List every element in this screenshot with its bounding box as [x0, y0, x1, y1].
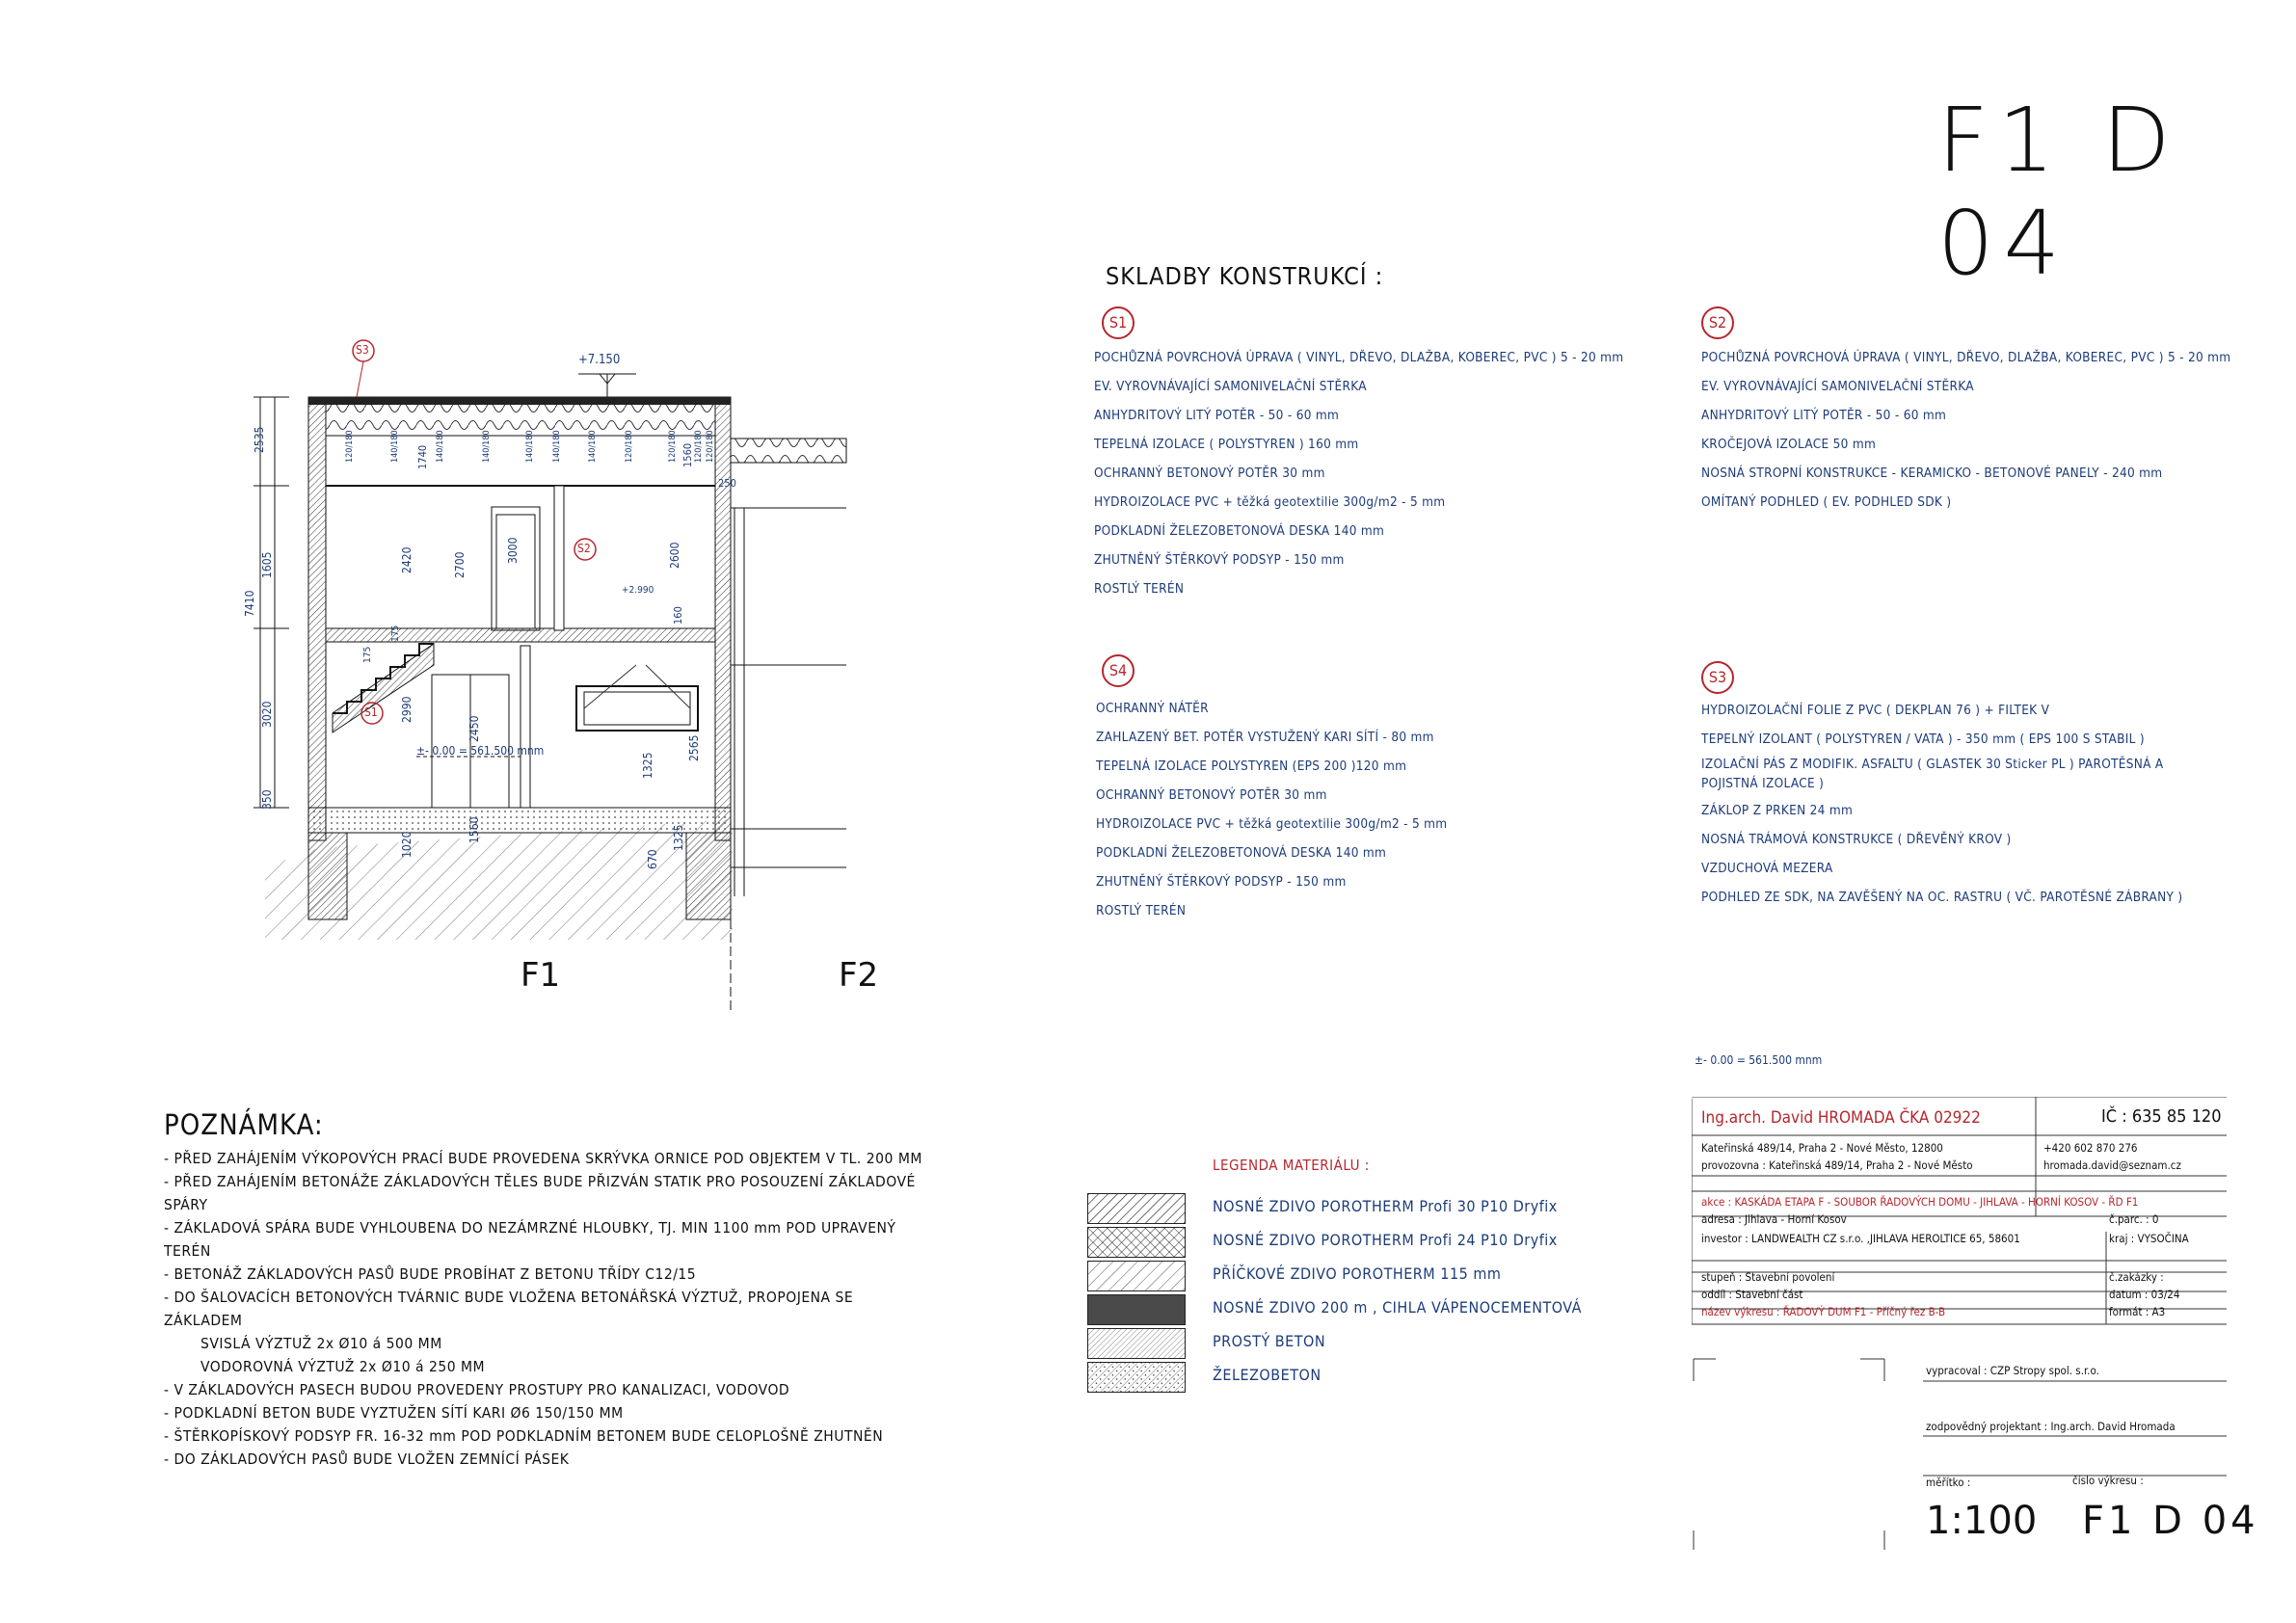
skladby-title: SKLADBY KONSTRUKCÍ :: [1106, 262, 1384, 290]
s3-layer: IZOLAČNÍ PÁS Z MODIFIK. ASFALTU ( GLASTEK 30 Sticker PL ) PAROTĚSNÁ A: [1701, 757, 2164, 772]
dim-roof-10: 120/180: [694, 430, 704, 463]
dim-inner-3: 2600: [668, 542, 681, 569]
tb-meritko-label: měřítko :: [1926, 1476, 1971, 1489]
s4-layer: OCHRANNÝ BETONOVÝ POTĚR 30 mm: [1096, 787, 1327, 803]
s1-layer: PODKLADNÍ ŽELEZOBETONOVÁ DESKA 140 mm: [1094, 523, 1385, 539]
label-f1: F1: [521, 956, 561, 995]
s4-layer: ZHUTNĚNÝ ŠTĚRKOVÝ PODSYP - 150 mm: [1096, 874, 1347, 890]
roof-slab: [308, 397, 731, 405]
s4-layer: OCHRANNÝ NÁTĚR: [1096, 701, 1209, 716]
note-line: VODOROVNÁ VÝZTUŽ 2x Ø10 á 250 MM: [200, 1358, 486, 1375]
section-tag-s2: S2: [577, 542, 591, 555]
tb-architect: Ing.arch. David HROMADA ČKA 02922: [1701, 1108, 1981, 1128]
dim-roof-12: 120/180: [706, 430, 715, 463]
left-wall: [308, 397, 326, 840]
dim-inner-13: 175: [390, 625, 401, 642]
poznamka-title: POZNÁMKA:: [164, 1108, 324, 1141]
legend-swatch: [1087, 1294, 1186, 1325]
dim-roof-3: 1740: [416, 444, 429, 469]
s1-layer: HYDROIZOLACE PVC + těžká geotextilie 300g/m2 - 5 mm: [1094, 494, 1446, 510]
note-line: TERÉN: [164, 1242, 211, 1260]
tb-nazev: název výkresu : ŘADOVÝ DUM F1 - Příčný řez B-B: [1701, 1305, 1946, 1318]
s3-layer: POJISTNÁ IZOLACE ): [1701, 776, 1825, 791]
section-drawing: [0, 0, 964, 1060]
legend-swatch: [1087, 1227, 1186, 1258]
dim-roof-6: 140/180: [552, 430, 562, 463]
legend-item: [1087, 1328, 1666, 1357]
dim-250: 250: [718, 477, 736, 490]
note-line: - PODKLADNÍ BETON BUDE VYZTUŽEN SÍTÍ KARI Ø6 150/150 MM: [164, 1404, 624, 1422]
legend-label: NOSNÉ ZDIVO POROTHERM Profi 30 P10 Dryfix: [1213, 1197, 1558, 1215]
note-line: - ŠTĚRKOPÍSKOVÝ PODSYP FR. 16-32 mm POD PODKLADNÍM BETONEM BUDE CELOPLOŠNĚ ZHUTNĚN: [164, 1427, 884, 1445]
dim-roof-4: 140/180: [482, 430, 492, 463]
legend-label: PROSTÝ BETON: [1213, 1332, 1326, 1350]
tb-meritko: 1:100: [1926, 1499, 2038, 1543]
dim-left-4: 350: [260, 789, 274, 810]
tb-stupen: stupeň : Stavební povolení: [1701, 1270, 1835, 1284]
s3-layer: PODHLED ZE SDK, NA ZAVĚŠENÝ NA OC. RASTRU ( VČ. PAROTĚSNÉ ZÁBRANY ): [1701, 890, 2183, 905]
s1-layer: TEPELNÁ IZOLACE ( POLYSTYREN ) 160 mm: [1094, 437, 1359, 452]
dim-inner-11: 1325: [672, 824, 685, 851]
note-line: SVISLÁ VÝZTUŽ 2x Ø10 á 500 MM: [200, 1335, 442, 1352]
dim-inner-5: 2450: [467, 715, 481, 742]
dim-roof-0: 120/180: [345, 430, 355, 463]
legend-item: [1087, 1227, 1666, 1256]
note-line: - BETONÁŽ ZÁKLADOVÝCH PASŮ BUDE PROBÍHAT Z BETONU TŘÍDY C12/15: [164, 1265, 697, 1283]
tb-datum: datum : 03/24: [2109, 1288, 2180, 1301]
s1-layer: POCHŮZNÁ POVRCHOVÁ ÚPRAVA ( VINYL, DŘEVO, DLAŽBA, KOBEREC, PVC ) 5 - 20 mm: [1094, 350, 1624, 365]
s2-layers: [1701, 343, 2230, 517]
legend-swatch: [1087, 1261, 1186, 1291]
s2-layer: KROČEJOVÁ IZOLACE 50 mm: [1701, 437, 1877, 452]
s4-layer: ZAHLAZENÝ BET. POTĚR VYSTUŽENÝ KARI SÍTÍ - 80 mm: [1096, 730, 1434, 745]
dim-inner-10: 670: [646, 849, 659, 869]
tb-oddil: oddíl : Stavební část: [1701, 1288, 1803, 1301]
dim-inner-14: 160: [672, 606, 684, 625]
s1-layer: ANHYDRITOVÝ LITÝ POTĚR - 50 - 60 mm: [1094, 408, 1340, 423]
s3-layer: ZÁKLOP Z PRKEN 24 mm: [1701, 803, 1854, 818]
legend-item: [1087, 1261, 1666, 1290]
dim-inner-4: 2990: [400, 696, 414, 723]
drawing-number: F1 D 04: [1937, 89, 2180, 295]
legend-label: ŽELEZOBETON: [1213, 1366, 1322, 1384]
tag-s1: S1: [1102, 306, 1135, 339]
legend-item: [1087, 1193, 1666, 1222]
note-line: - PŘED ZAHÁJENÍM BETONÁŽE ZÁKLADOVÝCH TĚLES BUDE PŘIZVÁN STATIK PRO POSOUZENÍ ZÁKLADOVÉ: [164, 1173, 916, 1190]
s4-layer: TEPELNÁ IZOLACE POLYSTYREN (EPS 200 )120 mm: [1096, 758, 1407, 774]
dim-roof-7: 140/180: [588, 430, 598, 463]
s2-layer: NOSNÁ STROPNÍ KONSTRUKCE - KERAMICKO - BETONOVÉ PANELY - 240 mm: [1701, 466, 2163, 481]
s4-layers: [1096, 694, 1447, 925]
tb-format: formát : A3: [2109, 1305, 2166, 1318]
legend-swatch: [1087, 1328, 1186, 1359]
s3-layer: VZDUCHOVÁ MEZERA: [1701, 861, 1833, 876]
note-line: ZÁKLADEM: [164, 1312, 243, 1329]
tb-cislo-label: číslo výkresu :: [2072, 1474, 2144, 1487]
tb-adresa: adresa : Jihlava - Horní Kosov: [1701, 1212, 1847, 1226]
legenda-title: LEGENDA MATERIÁLU :: [1213, 1157, 1370, 1174]
tag-s3: S3: [1701, 661, 1734, 694]
note-line: - ZÁKLADOVÁ SPÁRA BUDE VYHLOUBENA DO NEZÁMRZNÉ HLOUBKY, TJ. MIN 1100 mm POD UPRAVENÝ: [164, 1219, 896, 1237]
dim-left-0: 2535: [253, 426, 266, 453]
tag-s4: S4: [1102, 654, 1135, 687]
s4-layer: ROSTLÝ TERÉN: [1096, 903, 1187, 918]
tb-investor: investor : LANDWEALTH CZ s.r.o. ,JIHLAVA HEROLTICE 65, 58601: [1701, 1232, 2020, 1245]
dim-left-3: 3020: [260, 701, 274, 728]
tb-akce: akce : KASKÁDA ETAPA F - SOUBOR ŘADOVÝCH DOMU - JIHLAVA - HORNÍ KOSOV - ŘD F1: [1701, 1195, 2139, 1209]
s1-layers: [1094, 343, 1623, 603]
dim-inner-9: 1560: [467, 816, 481, 843]
tb-phone: +420 602 870 276: [2043, 1141, 2138, 1155]
dim-roof-5: 140/180: [525, 430, 535, 463]
note-line: - DO ŠALOVACÍCH BETONOVÝCH TVÁRNIC BUDE VLOŽENA BETONÁŘSKÁ VÝZTUŽ, PROPOJENA SE: [164, 1289, 854, 1306]
tb-parc: č.parc. : 0: [2109, 1212, 2159, 1226]
dim-inner-7: 2565: [687, 734, 701, 761]
level-top: +7.150: [578, 353, 621, 367]
note-line: SPÁRY: [164, 1196, 208, 1213]
dim-inner-1: 2700: [453, 551, 467, 578]
dim-roof-2: 140/180: [436, 430, 445, 463]
tb-zodpovedny: zodpovědný projektant : Ing.arch. David Hromada: [1926, 1420, 2176, 1433]
legend-swatch: [1087, 1362, 1186, 1393]
dim-inner-8: 1020: [400, 831, 414, 858]
s2-layer: OMÍTANÝ PODHLED ( EV. PODHLED SDK ): [1701, 494, 1952, 510]
s1-layer: ZHUTNĚNÝ ŠTĚRKOVÝ PODSYP - 150 mm: [1094, 552, 1345, 568]
tb-cislo: F1 D 04: [2082, 1499, 2259, 1543]
s3-layers: [1701, 696, 2182, 912]
s3-layer: HYDROIZOLAČNÍ FOLIE Z PVC ( DEKPLAN 76 ) + FILTEK V: [1701, 703, 2050, 718]
legend-item: [1087, 1362, 1666, 1391]
note-line: - DO ZÁKLADOVÝCH PASŮ BUDE VLOŽEN ZEMNÍCÍ PÁSEK: [164, 1450, 570, 1468]
datum-note: ±- 0.00 = 561.500 mnm: [1695, 1053, 1823, 1067]
dim-inner-12: 175: [362, 646, 373, 663]
note-line: - PŘED ZAHÁJENÍM VÝKOPOVÝCH PRACÍ BUDE PROVEDENA SKRÝVKA ORNICE POD OBJEKTEM V TL. 200 MM: [164, 1150, 922, 1167]
legend-label: NOSNÉ ZDIVO 200 m , CIHLA VÁPENOCEMENTOVÁ: [1213, 1298, 1582, 1317]
level-zero: ±- 0.00 = 561.500 mnm: [416, 744, 545, 758]
section-tag-s3: S3: [356, 343, 369, 357]
legend-swatch: [1087, 1193, 1186, 1224]
s1-layer: OCHRANNÝ BETONOVÝ POTĚR 30 mm: [1094, 466, 1325, 481]
tb-vypracoval: vypracoval : CZP Stropy spol. s.r.o.: [1926, 1364, 2099, 1377]
tb-address2: provozovna : Kateřinská 489/14, Praha 2 - Nové Město: [1701, 1158, 1973, 1172]
legend-label: NOSNÉ ZDIVO POROTHERM Profi 24 P10 Dryfix: [1213, 1231, 1558, 1249]
dim-roof-1: 140/180: [390, 430, 400, 463]
legend-item: [1087, 1294, 1666, 1323]
level-mid: +2.990: [622, 585, 654, 596]
legend-label: PŘÍČKOVÉ ZDIVO POROTHERM 115 mm: [1213, 1264, 1502, 1283]
tb-kraj: kraj : VYSOČINA: [2109, 1232, 2189, 1245]
tb-ic: IČ : 635 85 120: [2101, 1106, 2222, 1127]
dim-inner-0: 2420: [400, 546, 414, 573]
ground-slab: [308, 808, 731, 833]
tb-zakazky: č.zakázky :: [2109, 1270, 2164, 1284]
s2-layer: POCHŮZNÁ POVRCHOVÁ ÚPRAVA ( VINYL, DŘEVO, DLAŽBA, KOBEREC, PVC ) 5 - 20 mm: [1701, 350, 2231, 365]
dim-left-1: 1605: [260, 551, 274, 578]
dim-roof-11: 1560: [681, 442, 694, 467]
dim-roof-8: 120/180: [625, 430, 634, 463]
label-f2: F2: [839, 956, 879, 995]
s1-layer: ROSTLÝ TERÉN: [1094, 581, 1185, 597]
tb-address1: Kateřinská 489/14, Praha 2 - Nové Město, 12800: [1701, 1141, 1943, 1155]
s4-layer: HYDROIZOLACE PVC + těžká geotextilie 300g/m2 - 5 mm: [1096, 816, 1448, 832]
s2-layer: EV. VYROVNÁVAJÍCÍ SAMONIVELAČNÍ STĚRKA: [1701, 379, 1974, 394]
s2-layer: ANHYDRITOVÝ LITÝ POTĚR - 50 - 60 mm: [1701, 408, 1947, 423]
right-wall: [715, 397, 731, 840]
poznamka-list: [164, 1147, 935, 1471]
tb-email: hromada.david@seznam.cz: [2043, 1158, 2181, 1172]
s1-layer: EV. VYROVNÁVAJÍCÍ SAMONIVELAČNÍ STĚRKA: [1094, 379, 1367, 394]
dim-inner-6: 1325: [641, 752, 654, 779]
note-line: - V ZÁKLADOVÝCH PASECH BUDOU PROVEDENY PROSTUPY PRO KANALIZACI, VODOVOD: [164, 1381, 790, 1398]
dim-inner-2: 3000: [506, 537, 520, 564]
s3-layer: NOSNÁ TRÁMOVÁ KONSTRUKCE ( DŘEVĚNÝ KROV ): [1701, 832, 2012, 847]
s3-layer: TEPELNÝ IZOLANT ( POLYSTYREN / VATA ) - 350 mm ( EPS 100 S STABIL ): [1701, 732, 2145, 747]
tag-s2: S2: [1701, 306, 1734, 339]
s4-layer: PODKLADNÍ ŽELEZOBETONOVÁ DESKA 140 mm: [1096, 845, 1387, 861]
dim-left-2: 7410: [243, 590, 256, 617]
dim-roof-9: 120/180: [668, 430, 678, 463]
section-tag-s1: S1: [364, 705, 378, 719]
